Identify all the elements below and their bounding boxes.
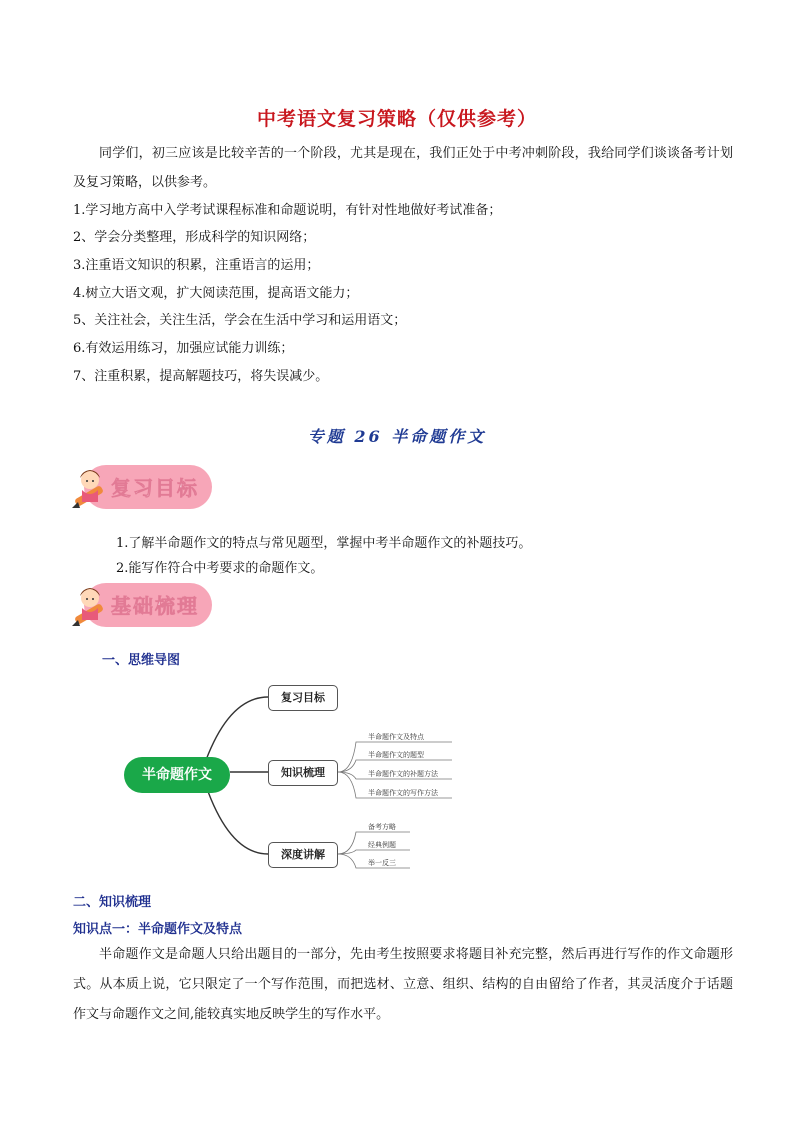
strategy-item: 1.学习地方高中入学考试课程标准和命题说明，有针对性地做好考试准备； — [73, 203, 502, 218]
mindmap-leaf: 半命题作文的写作方法 — [368, 789, 438, 797]
goal-item: 2.能写作符合中考要求的命题作文。 — [116, 561, 324, 576]
section-heading: 二、知识梳理 — [73, 895, 152, 910]
strategy-item: 7、注重积累，提高解题技巧，将失误减少。 — [73, 369, 329, 384]
banner-basics — [70, 580, 215, 634]
mindmap-leaf: 举一反三 — [368, 859, 396, 867]
banner-review-goals — [70, 462, 215, 516]
topic-title: 专题 26 半命题作文 — [307, 427, 487, 446]
strategy-item: 5、关注社会，关注生活，学会在生活中学习和运用语文； — [73, 313, 407, 328]
strategy-item: 6.有效运用练习，加强应试能力训练； — [73, 341, 294, 356]
mindmap-leaf: 经典例题 — [368, 841, 396, 849]
mindmap-node-deep-dive: 深度讲解 — [268, 842, 338, 868]
knowledge-paragraph: 半命题作文是命题人只给出题目的一部分，先由考生按照要求将题目补充完整，然后再进行写作的作文命题形式。从本质上说，它只限定了一个写作范围，而把选材、立意、组织、结构的自由留给了作者，其灵活度介于话题作文与命题作文之间,能较真实地反映学生的写作水平。 — [73, 947, 733, 1022]
mindmap-leaf: 半命题作文的补题方法 — [368, 770, 438, 778]
page-title: 中考语文复习策略（仅供参考） — [256, 108, 537, 130]
goal-item: 1.了解半命题作文的特点与常见题型，掌握中考半命题作文的补题技巧。 — [116, 536, 532, 551]
mindmap-node-review-goals: 复习目标 — [268, 685, 338, 711]
mindmap-leaf: 备考方略 — [368, 823, 396, 831]
banner-label: 复习目标 — [111, 476, 199, 500]
mindmap-root-node: 半命题作文 — [124, 757, 230, 793]
strategy-item: 3.注重语文知识的积累，注重语言的运用； — [73, 258, 320, 273]
knowledge-point-heading: 知识点一：半命题作文及特点 — [73, 922, 243, 937]
banner-label: 基础梳理 — [111, 594, 199, 618]
mindmap-node-knowledge: 知识梳理 — [268, 760, 338, 786]
mindmap-leaf: 半命题作文的题型 — [368, 751, 424, 759]
strategy-item: 2、学会分类整理，形成科学的知识网络； — [73, 230, 316, 245]
intro-paragraph: 同学们，初三应该是比较辛苦的一个阶段，尤其是现在，我们正处于中考冲刺阶段，我给同学们谈谈备考计划及复习策略，以供参考。 — [73, 146, 733, 190]
section-heading: 一、思维导图 — [102, 653, 181, 668]
mindmap-leaf: 半命题作文及特点 — [368, 733, 424, 741]
strategy-item: 4.树立大语文观，扩大阅读范围，提高语文能力； — [73, 286, 359, 301]
